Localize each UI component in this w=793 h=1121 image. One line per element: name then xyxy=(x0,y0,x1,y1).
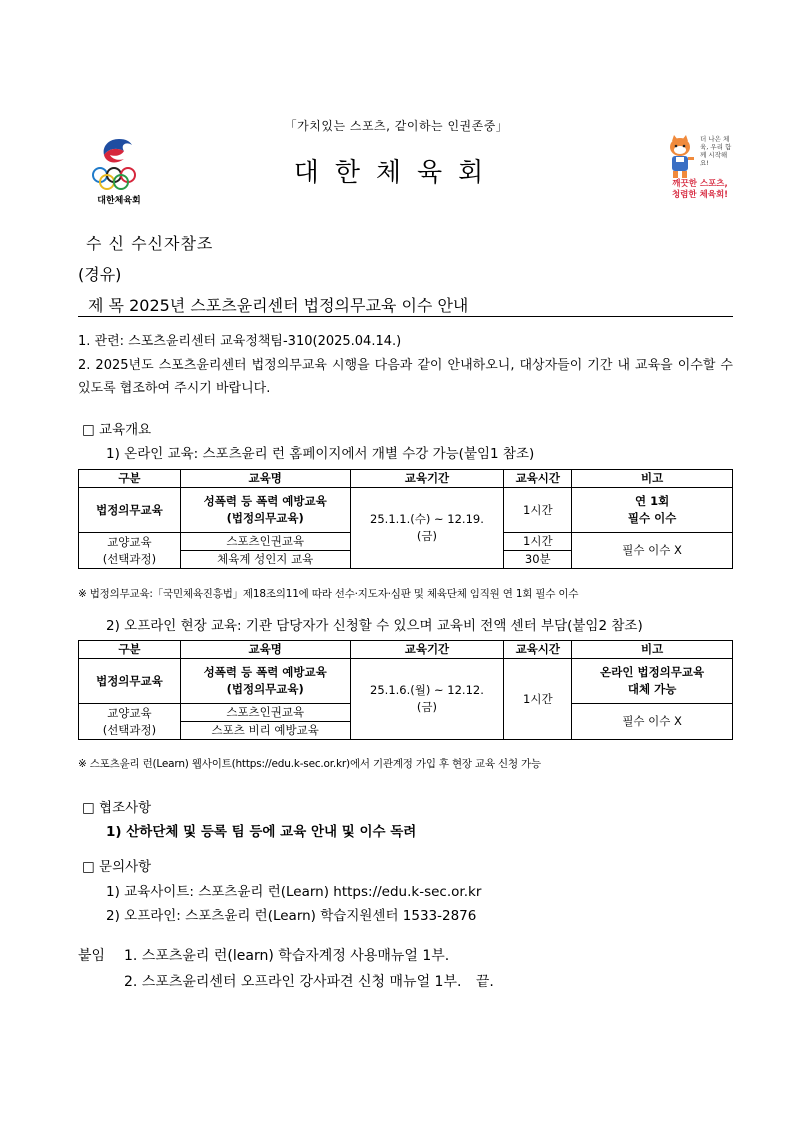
section-cooperation-heading: □ 협조사항 xyxy=(82,800,152,816)
category-line-2: (선택과정) xyxy=(102,722,157,737)
paragraph-related: 1. 관련: 스포츠윤리센터 교육정책팀-310(2025.04.14.) xyxy=(78,334,402,349)
cell-remarks: 필수 이수 X xyxy=(572,533,733,569)
remarks-line-2: 대체 가능 xyxy=(627,682,677,696)
mascot-campaign-logo xyxy=(664,135,734,207)
online-education-title: 1) 온라인 교육: 스포츠윤리 런 홈페이지에서 개별 수강 가능(붙임1 참조) xyxy=(106,446,535,462)
header-category: 구분 xyxy=(79,470,181,488)
organization-title: 대한체육회 xyxy=(293,158,500,188)
campaign-slogan-line-2: 청렴한 체육회! xyxy=(671,190,729,200)
section-inquiry-heading: □ 문의사항 xyxy=(82,859,152,875)
category-line-1: 교양교육 xyxy=(107,705,152,720)
online-footnote: ※ 법정의무교육:「국민체육진흥법」제18조의11에 따라 선수·지도자·심판 및 체육단체 임직원 연 1회 필수 이수 xyxy=(78,588,579,600)
category-line-2: (선택과정) xyxy=(102,551,157,566)
attachment-item-2 xyxy=(124,971,494,991)
cell-duration: 1시간 xyxy=(504,659,572,740)
remarks-line-1: 온라인 법정의무교육 xyxy=(600,665,705,679)
period-line-2: (금) xyxy=(416,529,437,543)
cell-course-name: 체육계 성인지 교육 xyxy=(180,551,350,569)
end-mark: 끝. xyxy=(475,974,494,990)
cooperation-item: 1) 산하단체 및 등록 팀 등에 교육 안내 및 이수 독려 xyxy=(106,824,417,840)
course-name-line-2: (법정의무교육) xyxy=(226,682,304,696)
header-remarks: 비고 xyxy=(572,470,733,488)
period-line-2: (금) xyxy=(416,700,437,714)
offline-footnote: ※ 스포츠윤리 런(Learn) 웹사이트(https://edu.k-sec.or.kr)에서 기관계정 가입 후 현장 교육 신청 가능 xyxy=(78,758,541,770)
cell-course-name xyxy=(180,659,350,704)
recipient-line: 수 신 수신자참조 xyxy=(86,234,214,253)
mascot-icon xyxy=(664,135,700,179)
inquiry-item-offline: 2) 오프라인: 스포츠윤리 런(Learn) 학습지원센터 1533-2876 xyxy=(106,908,477,924)
table-header-row xyxy=(79,641,733,659)
category-line-1: 교양교육 xyxy=(107,534,152,549)
header-duration: 교육시간 xyxy=(504,641,572,659)
offline-education-table xyxy=(78,640,733,740)
cell-remarks xyxy=(572,659,733,704)
offline-education-title: 2) 오프라인 현장 교육: 기관 담당자가 신청할 수 있으며 교육비 전액 센터 부담(붙임2 참조) xyxy=(106,618,643,634)
cell-category: 법정의무교육 xyxy=(79,659,181,704)
course-name-line-1: 성폭력 등 폭력 예방교육 xyxy=(203,494,327,508)
via-line: (경유) xyxy=(78,265,122,284)
header-course-name: 교육명 xyxy=(180,470,350,488)
cell-course-name: 스포츠 비리 예방교육 xyxy=(180,722,350,740)
header-course-name: 교육명 xyxy=(180,641,350,659)
table-row xyxy=(79,488,733,533)
header-period: 교육기간 xyxy=(350,470,504,488)
period-line-1: 25.1.1.(수) ~ 12.19. xyxy=(370,512,484,526)
slogan: 「가치있는 스포츠, 같이하는 인권존중」 xyxy=(284,119,509,133)
campaign-slogan-line-1: 깨끗한 스포츠, xyxy=(672,179,728,189)
table-header-row xyxy=(79,470,733,488)
cell-duration: 1시간 xyxy=(504,533,572,551)
cell-course-name: 스포츠인권교육 xyxy=(180,533,350,551)
cell-course-name: 스포츠인권교육 xyxy=(180,704,350,722)
logo-caption: 대한체육회 xyxy=(97,196,141,206)
attachment-label: 붙임 xyxy=(78,948,106,964)
course-name-line-1: 성폭력 등 폭력 예방교육 xyxy=(203,665,327,679)
remarks-line-2: 필수 이수 xyxy=(627,511,677,525)
subject-line: 제 목 2025년 스포츠윤리센터 법정의무교육 이수 안내 xyxy=(88,296,469,315)
attachment-item-2-text: 2. 스포츠윤리센터 오프라인 강사파견 신청 매뉴얼 1부. xyxy=(124,974,462,990)
remarks-line-1: 연 1회 xyxy=(635,494,670,508)
subject-divider xyxy=(78,316,733,317)
inquiry-item-website: 1) 교육사이트: 스포츠윤리 런(Learn) https://edu.k-sec.or.kr xyxy=(106,884,482,900)
online-education-table xyxy=(78,469,733,569)
cell-duration: 1시간 xyxy=(504,488,572,533)
section-overview-heading: □ 교육개요 xyxy=(82,422,152,438)
header-duration: 교육시간 xyxy=(504,470,572,488)
course-name-line-2: (법정의무교육) xyxy=(226,511,304,525)
header-category: 구분 xyxy=(79,641,181,659)
header-remarks: 비고 xyxy=(572,641,733,659)
cell-category: 법정의무교육 xyxy=(79,488,181,533)
paragraph-notice: 2. 2025년도 스포츠윤리센터 법정의무교육 시행을 다음과 같이 안내하오니, 대상자들이 기간 내 교육을 이수할 수 있도록 협조하여 주시기 바랍니다. xyxy=(78,358,733,396)
cell-remarks: 필수 이수 X xyxy=(572,704,733,740)
campaign-slogan xyxy=(666,179,734,201)
cell-category xyxy=(79,704,181,740)
mascot-bubble-text: 더 나은 체육, 우리 함께 시작해요! xyxy=(700,135,732,167)
cell-period xyxy=(350,659,504,740)
cell-remarks xyxy=(572,488,733,533)
table-row xyxy=(79,659,733,704)
cell-category xyxy=(79,533,181,569)
attachment-item-1: 1. 스포츠윤리 런(learn) 학습자계정 사용매뉴얼 1부. xyxy=(124,948,450,964)
period-line-1: 25.1.6.(월) ~ 12.12. xyxy=(370,683,484,697)
cell-duration: 30분 xyxy=(504,551,572,569)
header-period: 교육기간 xyxy=(350,641,504,659)
cell-course-name xyxy=(180,488,350,533)
cell-period xyxy=(350,488,504,569)
